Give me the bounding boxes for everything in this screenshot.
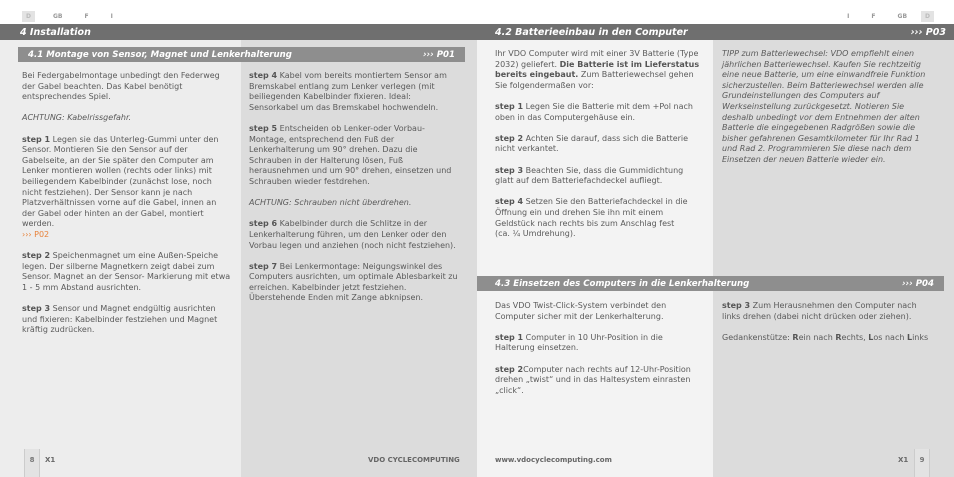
section-4-2-title: 4.2 Batterieeinbau in den Computer xyxy=(495,26,688,38)
step-1-sensor: step 1 Legen sie das Unterleg-Gummi unter den Sensor. Montieren Sie den Sensor auf der Gabelseite, an der Sie später den Computer am Lenker montieren wollen (rechts oder links) mit beiliegendem Kabelbinder (zunächst lose, noch nicht festziehen). Der Sensor kann je nach Platzverhältnissen vorne auf die Gabel, innen an der Gabel oder hinten an der Gabel, montiert werden. ››› P02 xyxy=(22,134,219,239)
chapter-header xyxy=(0,24,477,40)
step-4-cable: step 4 Kabel vom bereits montiertem Sensor am Bremskabel entlang zum Lenker verlegen (mit beiliegenden Kabelbinder fixieren. Ideal: Sensorkabel um das Bremskabel hochwendeln. xyxy=(249,71,447,112)
battery-tip: TIPP zum Batteriewechsel: VDO empfiehlt einen jährlichen Batteriewechsel. Kaufen Sie rechtzeitig eine neue Batterie, um eine einwandfreie Funktion sicherzustellen. Beim Batteriewechsel werden alle Grundeinstellungen des Computers auf Werkseinstellung zurückgesetzt. Notieren Sie deshalb unbedingt vor dem Entnehmen der alten Batterie die eingegebenen Radgrößen sowie die bisher gefahrenen Gesamtkilometer für Ihr Rad 1 und Rad 2. Programmieren Sie diese nach dem Einsetzen der neuen Batterie wieder ein. xyxy=(722,49,926,164)
column-4b-text xyxy=(722,301,936,354)
footer-url[interactable]: www.vdocyclecomputing.com xyxy=(495,456,612,464)
lang-tab[interactable]: GB xyxy=(897,12,908,20)
mnemonic: Gedankenstütze: Rein nach Rechts, Los nach Links xyxy=(722,332,929,342)
footer-model-left: X1 xyxy=(45,456,56,464)
step-7-angle: step 7 Bei Lenkermontage: Neigungswinkel des Computers ausrichten, um optimale Ablesbarkeit zu erreichen. Kabelbinder jetzt festziehen. Überstehende Enden mit Zange abknipsen. xyxy=(249,261,458,303)
column-1-text xyxy=(22,71,232,346)
section-4-3-ref[interactable]: ››› P04 xyxy=(902,278,934,289)
column-3b-text xyxy=(495,301,703,407)
mount-step-3: step 3 Zum Herausnehmen den Computer nach links drehen (dabei nicht drücken oder ziehen). xyxy=(722,301,917,321)
column-3-text xyxy=(495,49,703,250)
page-number-right: 9 xyxy=(914,449,930,477)
lang-tab-active[interactable]: D xyxy=(22,11,35,22)
lang-tab[interactable]: I xyxy=(110,12,113,20)
lang-tab-active[interactable]: D xyxy=(921,11,934,22)
step-5-mount: step 5 Entscheiden ob Lenker-oder Vorbau-Montage, entsprechend den Fuß der Lenkerhalterung um 90° drehen. Dazu die Schrauben in der Halterung lösen, Fuß herausnehmen und um 90° drehen, einsetzen und Schrauben wieder festdrehen. xyxy=(249,123,452,186)
section-4-2-header xyxy=(477,24,954,40)
language-tabs-left xyxy=(26,8,135,24)
step-3-fix: step 3 Sensor und Magnet endgültig ausrichten und fixieren: Kabelbinder festziehen und Magnet kräftig zudrücken. xyxy=(22,304,218,335)
battery-step-4: step 4 Setzen Sie den Batteriefachdeckel in die Öffnung ein und drehen Sie ihn mit einem Geldstück nach rechts bis zum Anschlag fest (ca. ¼ Umdrehung). xyxy=(495,197,688,239)
page-number-left: 8 xyxy=(24,449,40,477)
lang-tab[interactable]: F xyxy=(84,12,89,20)
section-4-3-header xyxy=(477,276,944,291)
footer-brand: VDO CYCLECOMPUTING xyxy=(368,456,460,464)
language-tabs-right xyxy=(825,8,934,24)
column-2-text xyxy=(249,71,459,315)
section-4-1-ref[interactable]: ››› P01 xyxy=(423,49,455,60)
section-4-1-header xyxy=(18,47,465,62)
lang-tab[interactable]: I xyxy=(847,12,850,20)
lang-tab[interactable]: F xyxy=(871,12,876,20)
battery-step-3: step 3 Beachten Sie, dass die Gummidichtung glatt auf dem Batteriefachdeckel aufliegt. xyxy=(495,165,684,186)
section-4-2-ref[interactable]: ››› P03 xyxy=(910,26,946,38)
battery-step-2: step 2 Achten Sie darauf, dass sich die Batterie nicht verkantet. xyxy=(495,133,689,154)
footer-model-right: X1 xyxy=(898,456,909,464)
battery-intro: Ihr VDO Computer wird mit einer 3V Batterie (Type 2032) geliefert. Die Batterie ist im Lieferstatus bereits eingebaut. Zum Batteriewechsel gehen Sie folgendermaßen vor: xyxy=(495,49,700,90)
step-6-ties: step 6 Kabelbinder durch die Schlitze in der Lenkerhalterung führen, um den Lenker oder den Vorbau legen und anziehen (noch nicht festziehen). xyxy=(249,219,456,250)
step-2-magnet: step 2 Speichenmagnet um eine Außen-Speiche legen. Der silberne Magnetkern zeigt dabei zum Sensor. Magnet an der Sensor- Markierung mit etwa 1 - 5 mm Abstand ausrichten. xyxy=(22,251,231,292)
cable-warning: ACHTUNG: Kabelrissgefahr. xyxy=(22,113,132,123)
twist-click-intro: Das VDO Twist-Click-System verbindet den Computer sicher mit der Lenkerhalterung. xyxy=(495,301,667,321)
mount-step-1: step 1 Computer in 10 Uhr-Position in die Halterung einsetzen. xyxy=(495,332,663,353)
mount-step-2: step 2Computer nach rechts auf 12-Uhr-Position drehen „twist“ und in das Haltesystem einrasten „click“. xyxy=(495,364,691,395)
lang-tab[interactable]: GB xyxy=(52,12,63,20)
chapter-title: 4 Installation xyxy=(20,26,91,38)
battery-step-1: step 1 Legen Sie die Batterie mit dem +Pol nach oben in das Computergehäuse ein. xyxy=(495,101,693,122)
section-4-3-title: 4.3 Einsetzen des Computers in die Lenkerhalterung xyxy=(495,278,750,289)
fork-note: Bei Federgabelmontage unbedingt den Federweg der Gabel beachten. Das Kabel benötigt entsprechendes Spiel. xyxy=(22,71,220,102)
section-4-1-title: 4.1 Montage von Sensor, Magnet und Lenkerhalterung xyxy=(28,49,292,60)
screw-warning: ACHTUNG: Schrauben nicht überdrehen. xyxy=(249,198,412,208)
step-1-link[interactable]: ››› P02 xyxy=(22,229,50,239)
